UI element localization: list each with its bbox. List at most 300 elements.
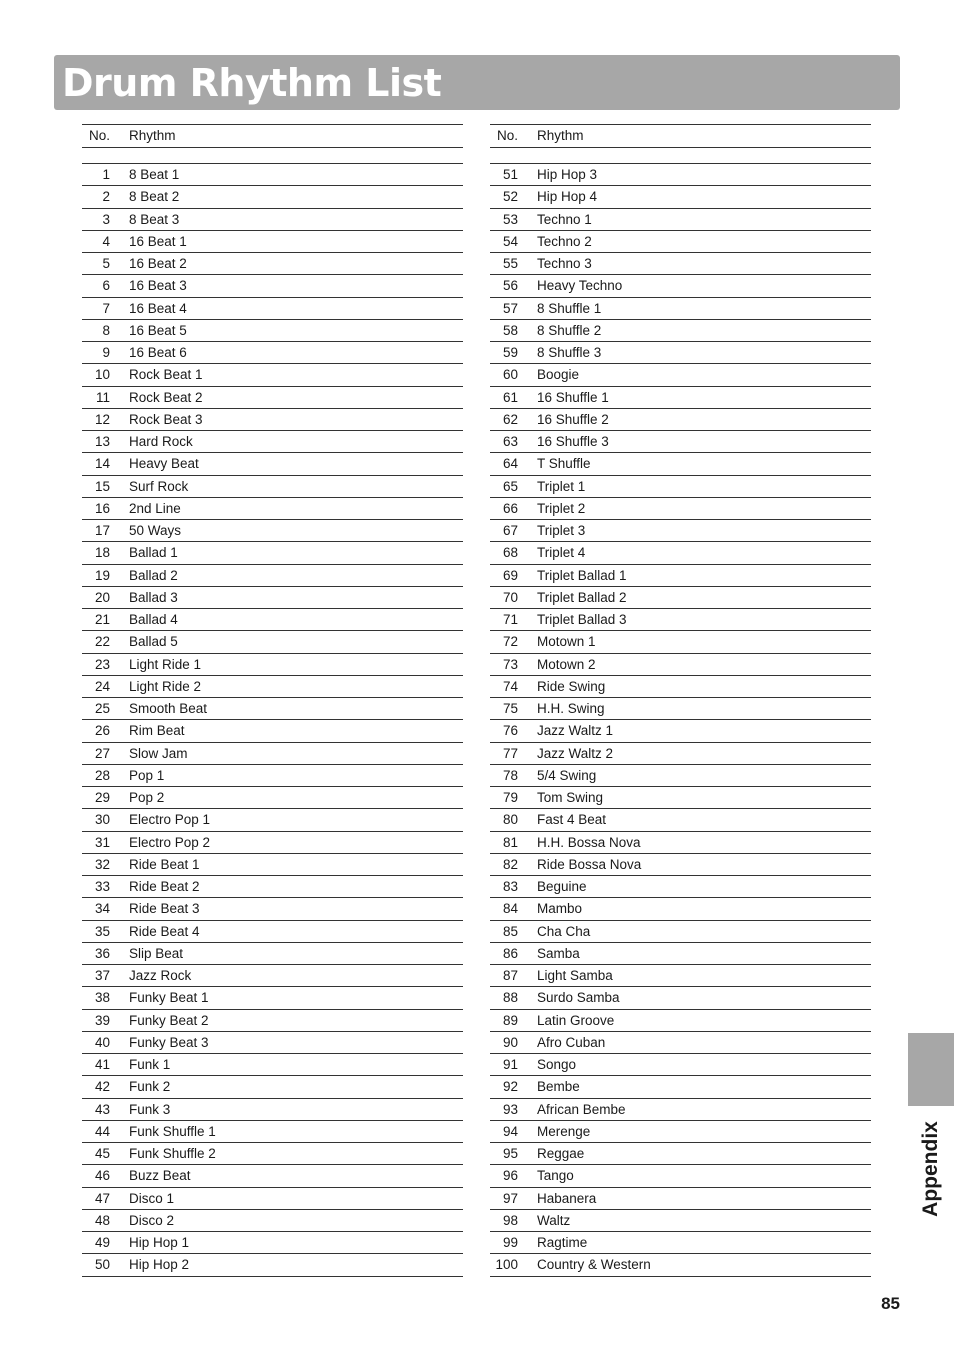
rhythm-number: 40 (94, 1034, 110, 1050)
rhythm-name: 16 Beat 1 (129, 233, 187, 249)
rhythm-number: 76 (502, 723, 518, 739)
rhythm-number: 81 (502, 834, 518, 850)
rhythm-number: 9 (102, 345, 110, 360)
rhythm-name: Slow Jam (129, 745, 188, 761)
table-row (82, 676, 463, 698)
rhythm-name: 2nd Line (129, 500, 181, 516)
table-row (490, 587, 871, 609)
rhythm-number: 47 (94, 1190, 110, 1206)
section-label (908, 1110, 954, 1228)
rhythm-number: 74 (502, 678, 518, 694)
table-row (490, 965, 871, 987)
rhythm-number: 33 (94, 879, 110, 894)
table-row (82, 654, 463, 676)
rhythm-name: Motown 1 (537, 634, 596, 650)
rhythm-number: 48 (94, 1212, 110, 1228)
rhythm-table-right (490, 124, 871, 1277)
rhythm-number: 27 (94, 745, 110, 761)
rhythm-name: Mambo (537, 901, 583, 917)
rows-right (490, 164, 871, 1277)
rhythm-number: 67 (502, 523, 518, 538)
table-row (82, 1254, 463, 1276)
rhythm-number: 11 (95, 389, 110, 405)
rhythm-number: 90 (502, 1034, 518, 1050)
rhythm-name: Afro Cuban (537, 1034, 606, 1050)
rhythm-number: 54 (502, 233, 518, 249)
header-rhythm: Rhythm (129, 128, 176, 143)
rhythm-name: Triplet Ballad 1 (537, 567, 627, 583)
rhythm-name: H.H. Bossa Nova (537, 834, 641, 850)
rhythm-number: 37 (94, 968, 110, 983)
rhythm-number: 96 (502, 1168, 518, 1184)
rhythm-number: 84 (502, 901, 518, 917)
rhythm-number: 55 (502, 256, 518, 271)
rhythm-number: 75 (502, 701, 518, 716)
rhythm-number: 14 (94, 456, 110, 472)
rhythm-name: Light Ride 2 (129, 678, 202, 694)
table-row (490, 364, 871, 386)
rhythm-name: Hip Hop 1 (129, 1235, 190, 1250)
table-row (82, 943, 463, 965)
side-tab (908, 1033, 954, 1106)
rhythm-name: Light Ride 1 (129, 656, 202, 672)
table-row (82, 186, 463, 208)
table-row (82, 1032, 463, 1054)
table-row (490, 231, 871, 253)
rhythm-name: 16 Beat 2 (129, 256, 187, 271)
table-row (82, 231, 463, 253)
rhythm-name: 16 Beat 5 (129, 322, 187, 338)
table-row (490, 1054, 871, 1076)
table-row (490, 1232, 871, 1254)
table-row (82, 209, 463, 231)
rhythm-name: Ride Beat 2 (129, 879, 200, 894)
rhythm-number: 26 (94, 723, 110, 739)
rhythm-name: 50 Ways (129, 523, 182, 538)
rhythm-number: 18 (94, 545, 110, 561)
table-row (490, 720, 871, 742)
rhythm-number: 56 (502, 278, 518, 294)
table-row (490, 565, 871, 587)
table-row (490, 253, 871, 275)
table-row (490, 1032, 871, 1054)
rhythm-name: Rock Beat 2 (129, 389, 203, 405)
table-row (82, 364, 463, 386)
rhythm-number: 28 (94, 767, 110, 783)
table-row (82, 275, 463, 297)
header-no: No. (88, 128, 110, 143)
table-row (82, 476, 463, 498)
rhythm-name: Jazz Waltz 1 (537, 723, 614, 739)
rhythm-number: 57 (502, 300, 518, 316)
rhythm-number: 92 (502, 1079, 518, 1095)
rhythm-number: 85 (502, 923, 518, 939)
table-row (490, 209, 871, 231)
rhythm-name: H.H. Swing (537, 701, 605, 716)
rhythm-name: Triplet 2 (537, 500, 586, 516)
rhythm-name: Bembe (537, 1079, 580, 1095)
rhythm-number: 21 (94, 612, 110, 627)
rhythm-name: Light Samba (537, 968, 613, 983)
table-row (82, 1143, 463, 1165)
rhythm-number: 89 (502, 1012, 518, 1028)
rhythm-name: 8 Beat 2 (129, 189, 180, 205)
rhythm-name: T Shuffle (537, 456, 591, 472)
rhythm-number: 99 (502, 1235, 518, 1250)
page-title: Drum Rhythm List (62, 61, 442, 105)
table-row (490, 921, 871, 943)
rhythm-number: 79 (502, 790, 518, 805)
table-row (82, 1099, 463, 1121)
rhythm-number: 51 (502, 167, 518, 182)
rhythm-name: Triplet 1 (537, 478, 586, 494)
rhythm-name: Techno 3 (537, 256, 592, 271)
rhythm-number: 80 (502, 812, 518, 828)
table-row (490, 1076, 871, 1098)
rhythm-name: 8 Shuffle 1 (537, 300, 602, 316)
rhythm-number: 91 (502, 1057, 518, 1072)
rhythm-name: Slip Beat (129, 945, 184, 961)
rhythm-number: 49 (94, 1235, 110, 1250)
table-row (82, 520, 463, 542)
rhythm-number: 15 (94, 478, 110, 494)
table-row (82, 631, 463, 653)
rhythm-name: 16 Shuffle 1 (537, 389, 609, 405)
table-row (490, 431, 871, 453)
rhythm-number: 41 (94, 1057, 110, 1072)
rhythm-name: Buzz Beat (129, 1168, 191, 1184)
rhythm-number: 10 (94, 367, 110, 383)
rhythm-number: 86 (502, 945, 518, 961)
rhythm-number: 8 (102, 322, 110, 338)
rhythm-number: 35 (94, 923, 110, 939)
rhythm-name: Techno 1 (537, 211, 592, 227)
table-row (82, 431, 463, 453)
rhythm-name: Funky Beat 2 (129, 1012, 209, 1028)
table-row (490, 654, 871, 676)
table-row (490, 676, 871, 698)
table-row (490, 1010, 871, 1032)
table-row (82, 854, 463, 876)
rhythm-name: 16 Beat 6 (129, 345, 187, 360)
rhythm-name: Waltz (537, 1212, 571, 1228)
rhythm-number: 2 (102, 189, 110, 205)
rhythm-number: 16 (94, 500, 110, 516)
rhythm-number: 36 (94, 945, 110, 961)
table-row (82, 320, 463, 342)
rhythm-name: Merenge (537, 1123, 591, 1139)
rhythm-number: 87 (502, 968, 518, 983)
table-row (490, 186, 871, 208)
table-row (490, 698, 871, 720)
rhythm-name: Ride Beat 1 (129, 856, 200, 872)
table-row (490, 320, 871, 342)
table-row (82, 1188, 463, 1210)
rhythm-name: Tango (537, 1168, 574, 1184)
rhythm-name: Ride Swing (537, 678, 606, 694)
rhythm-name: Jazz Waltz 2 (537, 745, 614, 761)
table-row (82, 787, 463, 809)
table-row (490, 743, 871, 765)
table-row (82, 498, 463, 520)
rhythm-number: 95 (502, 1146, 518, 1161)
rhythm-number: 72 (502, 634, 518, 650)
rhythm-number: 83 (502, 879, 518, 894)
rhythm-name: Hard Rock (129, 434, 193, 449)
table-row (490, 342, 871, 364)
rhythm-number: 17 (94, 523, 110, 538)
rhythm-number: 32 (94, 856, 110, 872)
rhythm-name: Habanera (537, 1190, 597, 1206)
table-row (82, 898, 463, 920)
rhythm-name: Surdo Samba (537, 990, 620, 1006)
rhythm-name: 8 Beat 1 (129, 167, 180, 182)
rhythm-number: 29 (94, 790, 110, 805)
table-row (82, 1121, 463, 1143)
table-row (490, 542, 871, 564)
table-row (490, 809, 871, 831)
table-row (490, 298, 871, 320)
rhythm-name: Fast 4 Beat (537, 812, 607, 828)
rhythm-name: Ride Beat 4 (129, 923, 200, 939)
rhythm-number: 5 (102, 256, 110, 271)
header-rhythm: Rhythm (537, 128, 584, 143)
rhythm-name: Triplet Ballad 2 (537, 589, 627, 605)
table-row (490, 876, 871, 898)
rhythm-name: 16 Beat 3 (129, 278, 187, 294)
page-number: 85 (881, 1294, 900, 1313)
table-row (490, 1254, 871, 1276)
table-row (490, 476, 871, 498)
table-row (82, 1010, 463, 1032)
rhythm-number: 69 (502, 567, 518, 583)
table-row (82, 698, 463, 720)
rhythm-name: Hip Hop 2 (129, 1257, 190, 1273)
rhythm-name: 16 Beat 4 (129, 300, 187, 316)
table-row (490, 987, 871, 1009)
table-row (82, 720, 463, 742)
table-row (490, 453, 871, 475)
table-header (82, 125, 463, 148)
rhythm-name: Cha Cha (537, 923, 591, 939)
rhythm-name: Heavy Techno (537, 278, 623, 294)
table-row (490, 1121, 871, 1143)
rhythm-name: 8 Shuffle 2 (537, 322, 602, 338)
rhythm-number: 88 (502, 990, 518, 1006)
table-row (490, 787, 871, 809)
rhythm-number: 66 (502, 500, 518, 516)
table-row (490, 832, 871, 854)
rhythm-number: 73 (502, 656, 518, 672)
rhythm-name: Techno 2 (537, 233, 592, 249)
table-row (490, 609, 871, 631)
table-row (490, 520, 871, 542)
table-row (490, 765, 871, 787)
rhythm-number: 100 (495, 1257, 518, 1273)
rhythm-name: Songo (537, 1057, 577, 1072)
rhythm-number: 6 (102, 278, 110, 294)
rhythm-number: 13 (94, 434, 110, 449)
rhythm-name: Electro Pop 2 (129, 834, 211, 850)
rhythm-name: African Bembe (537, 1101, 626, 1117)
rhythm-number: 64 (502, 456, 518, 472)
rhythm-name: Disco 1 (129, 1190, 175, 1206)
table-row (82, 1210, 463, 1232)
table-row (82, 921, 463, 943)
rhythm-name: Latin Groove (537, 1012, 615, 1028)
rhythm-name: Funk Shuffle 2 (129, 1146, 216, 1161)
rhythm-name: Electro Pop 1 (129, 812, 211, 828)
rhythm-number: 68 (502, 545, 518, 561)
table-row (490, 631, 871, 653)
rhythm-name: Motown 2 (537, 656, 596, 672)
rhythm-name: 16 Shuffle 2 (537, 411, 609, 427)
header-spacer (490, 148, 871, 164)
table-row (82, 1054, 463, 1076)
rhythm-name: Ballad 5 (129, 634, 178, 650)
rhythm-name: Pop 1 (129, 767, 165, 783)
rhythm-number: 45 (94, 1146, 110, 1161)
table-row (490, 409, 871, 431)
rhythm-number: 23 (94, 656, 110, 672)
table-row (82, 409, 463, 431)
rhythm-name: Rock Beat 1 (129, 367, 203, 383)
rhythm-number: 43 (94, 1101, 110, 1117)
rhythm-name: Ballad 4 (129, 612, 178, 627)
table-row (490, 498, 871, 520)
rhythm-number: 98 (502, 1212, 518, 1228)
rhythm-number: 25 (94, 701, 110, 716)
table-row (490, 275, 871, 297)
rhythm-name: Beguine (537, 879, 587, 894)
table-row (82, 453, 463, 475)
rhythm-name: Boogie (537, 367, 580, 383)
rhythm-name: Funk 3 (129, 1101, 171, 1117)
rhythm-name: Funky Beat 1 (129, 990, 209, 1006)
rhythm-number: 12 (94, 411, 110, 427)
rhythm-number: 3 (102, 211, 110, 227)
table-row (82, 1232, 463, 1254)
rhythm-name: Ballad 2 (129, 567, 178, 583)
rhythm-number: 77 (502, 745, 518, 761)
table-row (490, 1210, 871, 1232)
rhythm-name: Reggae (537, 1146, 585, 1161)
table-row (82, 609, 463, 631)
rhythm-number: 53 (502, 211, 518, 227)
rhythm-number: 34 (94, 901, 110, 917)
rhythm-number: 38 (94, 990, 110, 1006)
rhythm-name: Samba (537, 945, 580, 961)
rhythm-number: 97 (502, 1190, 518, 1206)
rhythm-number: 78 (502, 767, 518, 783)
table-row (82, 342, 463, 364)
table-row (82, 743, 463, 765)
rhythm-name: Triplet 3 (537, 523, 586, 538)
rhythm-number: 44 (94, 1123, 110, 1139)
header-no: No. (496, 128, 518, 143)
rhythm-number: 4 (102, 233, 110, 249)
rhythm-name: 8 Shuffle 3 (537, 345, 602, 360)
rhythm-name: Hip Hop 3 (537, 167, 598, 182)
rhythm-name: Triplet 4 (537, 545, 586, 561)
table-header (490, 125, 871, 148)
rhythm-name: 5/4 Swing (537, 767, 597, 783)
rhythm-name: Triplet Ballad 3 (537, 612, 627, 627)
rhythm-number: 19 (94, 567, 110, 583)
rhythm-name: Rim Beat (129, 723, 185, 739)
table-row (82, 1076, 463, 1098)
rhythm-number: 61 (502, 389, 518, 405)
rhythm-name: Ride Bossa Nova (537, 856, 642, 872)
rhythm-number: 50 (94, 1257, 110, 1273)
table-row (490, 1143, 871, 1165)
table-row (82, 565, 463, 587)
table-row (82, 765, 463, 787)
rhythm-number: 71 (502, 612, 518, 627)
rhythm-number: 30 (94, 812, 110, 828)
table-row (82, 164, 463, 186)
rhythm-name: Jazz Rock (129, 968, 192, 983)
table-row (82, 253, 463, 275)
rhythm-name: 8 Beat 3 (129, 211, 180, 227)
rhythm-name: Funky Beat 3 (129, 1034, 209, 1050)
rhythm-number: 70 (502, 589, 518, 605)
rhythm-name: Hip Hop 4 (537, 189, 598, 205)
rhythm-name: Funk Shuffle 1 (129, 1123, 216, 1139)
rhythm-name: Ride Beat 3 (129, 901, 200, 917)
table-row (490, 898, 871, 920)
rows-left (82, 164, 463, 1277)
rhythm-number: 46 (94, 1168, 110, 1184)
rhythm-number: 24 (94, 678, 110, 694)
rhythm-number: 62 (502, 411, 518, 427)
rhythm-number: 59 (502, 345, 518, 360)
table-row (82, 965, 463, 987)
rhythm-number: 94 (502, 1123, 518, 1139)
rhythm-name: Funk 2 (129, 1079, 171, 1095)
rhythm-number: 82 (502, 856, 518, 872)
rhythm-number: 31 (94, 834, 110, 850)
rhythm-name: Surf Rock (129, 478, 189, 494)
rhythm-number: 93 (502, 1101, 518, 1117)
table-row (82, 876, 463, 898)
table-row (490, 854, 871, 876)
rhythm-name: Ragtime (537, 1235, 588, 1250)
rhythm-number: 63 (502, 434, 518, 449)
table-row (82, 1165, 463, 1187)
table-row (82, 987, 463, 1009)
table-row (82, 832, 463, 854)
rhythm-name: Heavy Beat (129, 456, 199, 472)
rhythm-number: 60 (502, 367, 518, 383)
rhythm-name: Tom Swing (537, 790, 604, 805)
rhythm-number: 20 (94, 589, 110, 605)
table-row (490, 1099, 871, 1121)
table-row (490, 1165, 871, 1187)
table-row (82, 587, 463, 609)
rhythm-number: 39 (94, 1012, 110, 1028)
table-row (490, 387, 871, 409)
rhythm-number: 1 (102, 167, 110, 182)
table-row (82, 387, 463, 409)
rhythm-number: 58 (502, 322, 518, 338)
rhythm-name: Country & Western (537, 1257, 651, 1273)
table-row (490, 943, 871, 965)
rhythm-name: Smooth Beat (129, 701, 208, 716)
rhythm-name: Rock Beat 3 (129, 411, 203, 427)
table-row (82, 298, 463, 320)
rhythm-name: Pop 2 (129, 790, 165, 805)
